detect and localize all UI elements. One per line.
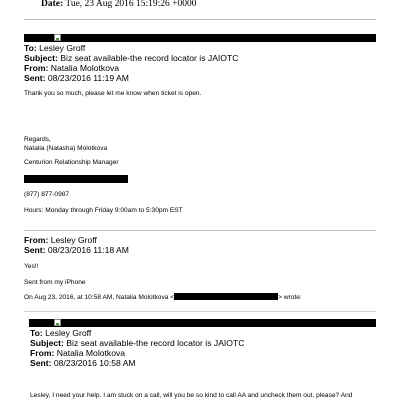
redacted-email <box>174 293 278 300</box>
header-sent: Sent: 08/23/2016 11:18 AM <box>24 245 129 255</box>
divider <box>24 311 376 312</box>
broken-image-icon <box>54 34 61 41</box>
divider <box>24 230 376 231</box>
signature-hours: Hours: Monday through Friday 9:00am to 5:30pm EST <box>24 207 183 214</box>
header-from: From: Lesley Groff <box>24 235 97 245</box>
divider <box>24 19 376 20</box>
broken-image-icon <box>54 319 61 326</box>
signature-regards: Regards, <box>24 136 51 143</box>
message-body: Thank you so much, please let me know when ticket is open. <box>24 90 202 97</box>
message-body: Yes!! <box>24 263 39 270</box>
header-to: To: Lesley Groff <box>30 328 92 338</box>
header-from: From: Natalia Molotkova <box>24 63 120 73</box>
header-subject: Subject: Biz seat available-the record locator is JAIOTC <box>30 338 245 348</box>
redacted-bar <box>24 34 376 42</box>
message-header <box>24 235 129 255</box>
signature-phone: (877) 877-0987 <box>24 191 70 198</box>
header-from: From: Natalia Molotkova <box>30 348 126 358</box>
redacted-bar <box>24 175 128 183</box>
header-sent: Sent: 08/23/2016 10:58 AM <box>30 358 136 368</box>
signature-title: Centurion Relationship Manager <box>24 159 119 166</box>
header-to: To: Lesley Groff <box>24 43 86 53</box>
date-value: Tue, 23 Aug 2016 15:19:26 +0000 <box>65 0 197 9</box>
message-header <box>24 43 238 83</box>
redacted-bar <box>29 319 376 327</box>
header-subject: Subject: Biz seat available-the record locator is JAIOTC <box>24 53 239 63</box>
message-signature: Sent from my iPhone <box>24 279 86 286</box>
message-header <box>30 328 244 368</box>
header-sent: Sent: 08/23/2016 11:19 AM <box>24 73 129 83</box>
quote-line: On Aug 23, 2016, at 10:58 AM, Natalia Molotkova < > wrote: <box>24 294 302 301</box>
signature-name: Natalia (Natasha) Molotkova <box>24 145 108 152</box>
date-label: Date: <box>41 0 64 9</box>
message-body: Lesley, I need your help. I am stuck on a call, will you be so kind to call AA and uncheck them out, please? And <box>30 392 353 399</box>
date-line <box>41 0 197 10</box>
